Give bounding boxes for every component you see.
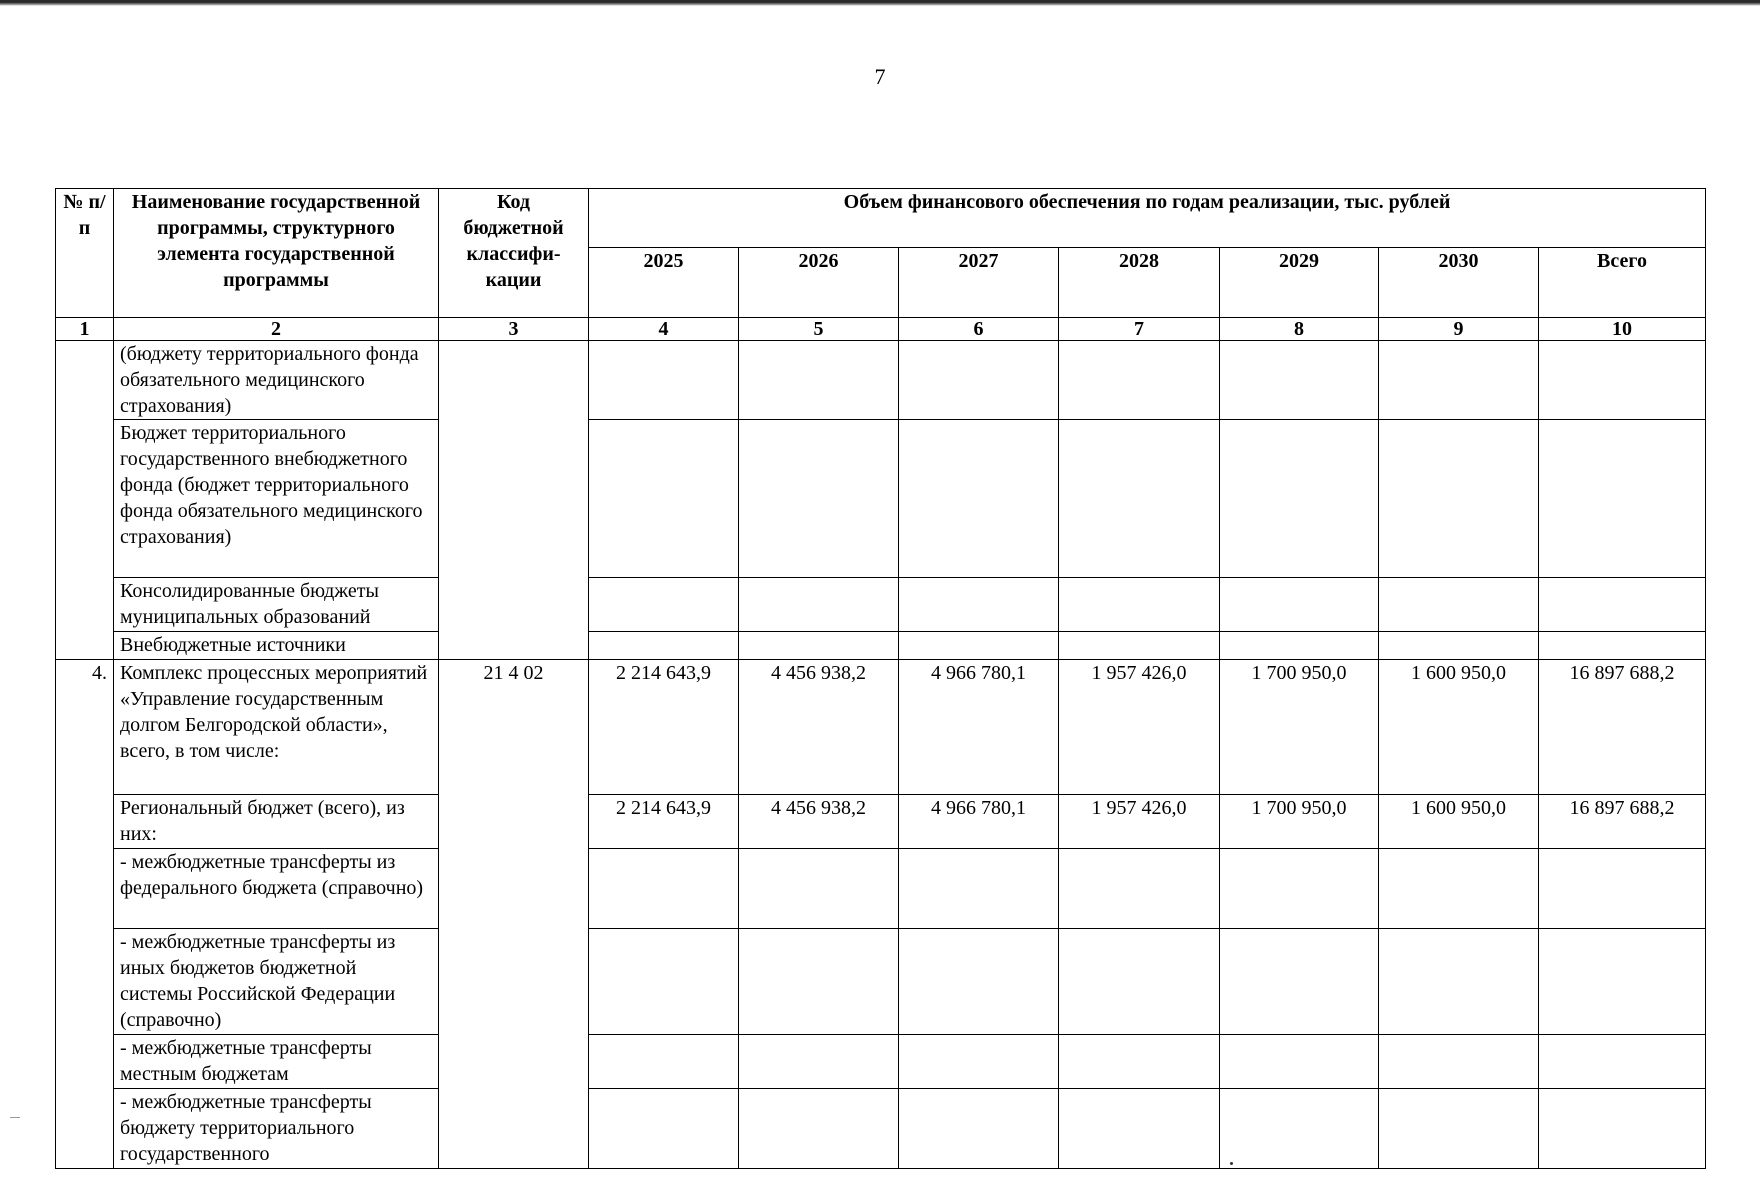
value-cell: 1 700 950,0 [1220,795,1379,849]
row-name: Консолидированные бюджеты муниципальных образований [114,578,439,632]
table-row [56,795,1706,849]
scan-mark [10,1117,20,1118]
column-number: 7 [1059,318,1220,341]
table-row [56,578,1706,632]
column-number: 1 [56,318,114,341]
header-year: 2030 [1379,248,1539,318]
header-year: 2029 [1220,248,1379,318]
column-number: 2 [114,318,439,341]
row-name: - межбюджетные трансферты из федерального бюджета (справочно) [114,849,439,929]
column-number-row [56,318,1706,341]
row-name: - межбюджетные трансферты бюджету территориального государственного [114,1089,439,1169]
row-name: - межбюджетные трансферты местным бюджетам [114,1035,439,1089]
value-cell: 4 456 938,2 [739,795,899,849]
table-row [56,849,1706,929]
value-cell-total: 16 897 688,2 [1539,660,1706,795]
value-cell: 1 700 950,0 [1220,660,1379,795]
table-row [56,632,1706,660]
table-row [56,341,1706,420]
column-number: 8 [1220,318,1379,341]
value-cell-total: 16 897 688,2 [1539,795,1706,849]
column-number: 10 [1539,318,1706,341]
header-total: Всего [1539,248,1706,318]
table-row [56,929,1706,1035]
value-cell: 1 600 950,0 [1379,660,1539,795]
header-year: 2026 [739,248,899,318]
index-cell [56,341,114,660]
table-row [56,660,1706,795]
value-cell: 1 957 426,0 [1059,660,1220,795]
value-cell: 1 600 950,0 [1379,795,1539,849]
row-name: Региональный бюджет (всего), из них: [114,795,439,849]
value-cell: 4 966 780,1 [899,660,1059,795]
top-scan-rule [0,0,1760,6]
table-row [56,1089,1706,1169]
column-number: 9 [1379,318,1539,341]
column-number: 4 [589,318,739,341]
header-code: Код бюджетной классифи-кации [439,189,589,318]
table-row [56,420,1706,578]
row-name: Бюджет территориального государственного внебюджетного фонда (бюджет территориального фонда обязательного медицинского страхования) [114,420,439,578]
page-number: 7 [874,64,886,89]
table-row [56,1035,1706,1089]
budget-code: 21 4 02 [439,660,589,1169]
code-cell [439,341,589,660]
header-year: 2025 [589,248,739,318]
header-year: 2028 [1059,248,1220,318]
value-cell: 4 456 938,2 [739,660,899,795]
row-name: (бюджету территориального фонда обязательного медицинского страхования) [114,341,439,420]
header-num: № п/п [56,189,114,318]
row-index: 4. [56,660,114,1169]
financing-table [55,188,1706,1169]
value-cell: 1 957 426,0 [1059,795,1220,849]
value-cell: 2 214 643,9 [589,660,739,795]
column-number: 3 [439,318,589,341]
value-cell: 2 214 643,9 [589,795,739,849]
scan-speck [1230,1162,1233,1165]
header-name: Наименование государственной программы, структурного элемента государственной программы [114,189,439,318]
column-number: 6 [899,318,1059,341]
column-number: 5 [739,318,899,341]
value-cell: 4 966 780,1 [899,795,1059,849]
header-year: 2027 [899,248,1059,318]
row-name: Комплекс процессных мероприятий «Управление государственным долгом Белгородской области», всего, в том числе: [114,660,439,795]
row-name: Внебюджетные источники [114,632,439,660]
header-funding: Объем финансового обеспечения по годам реализации, тыс. рублей [589,189,1706,248]
header-row [56,189,1706,248]
row-name: - межбюджетные трансферты из иных бюджетов бюджетной системы Российской Федерации (справочно) [114,929,439,1035]
